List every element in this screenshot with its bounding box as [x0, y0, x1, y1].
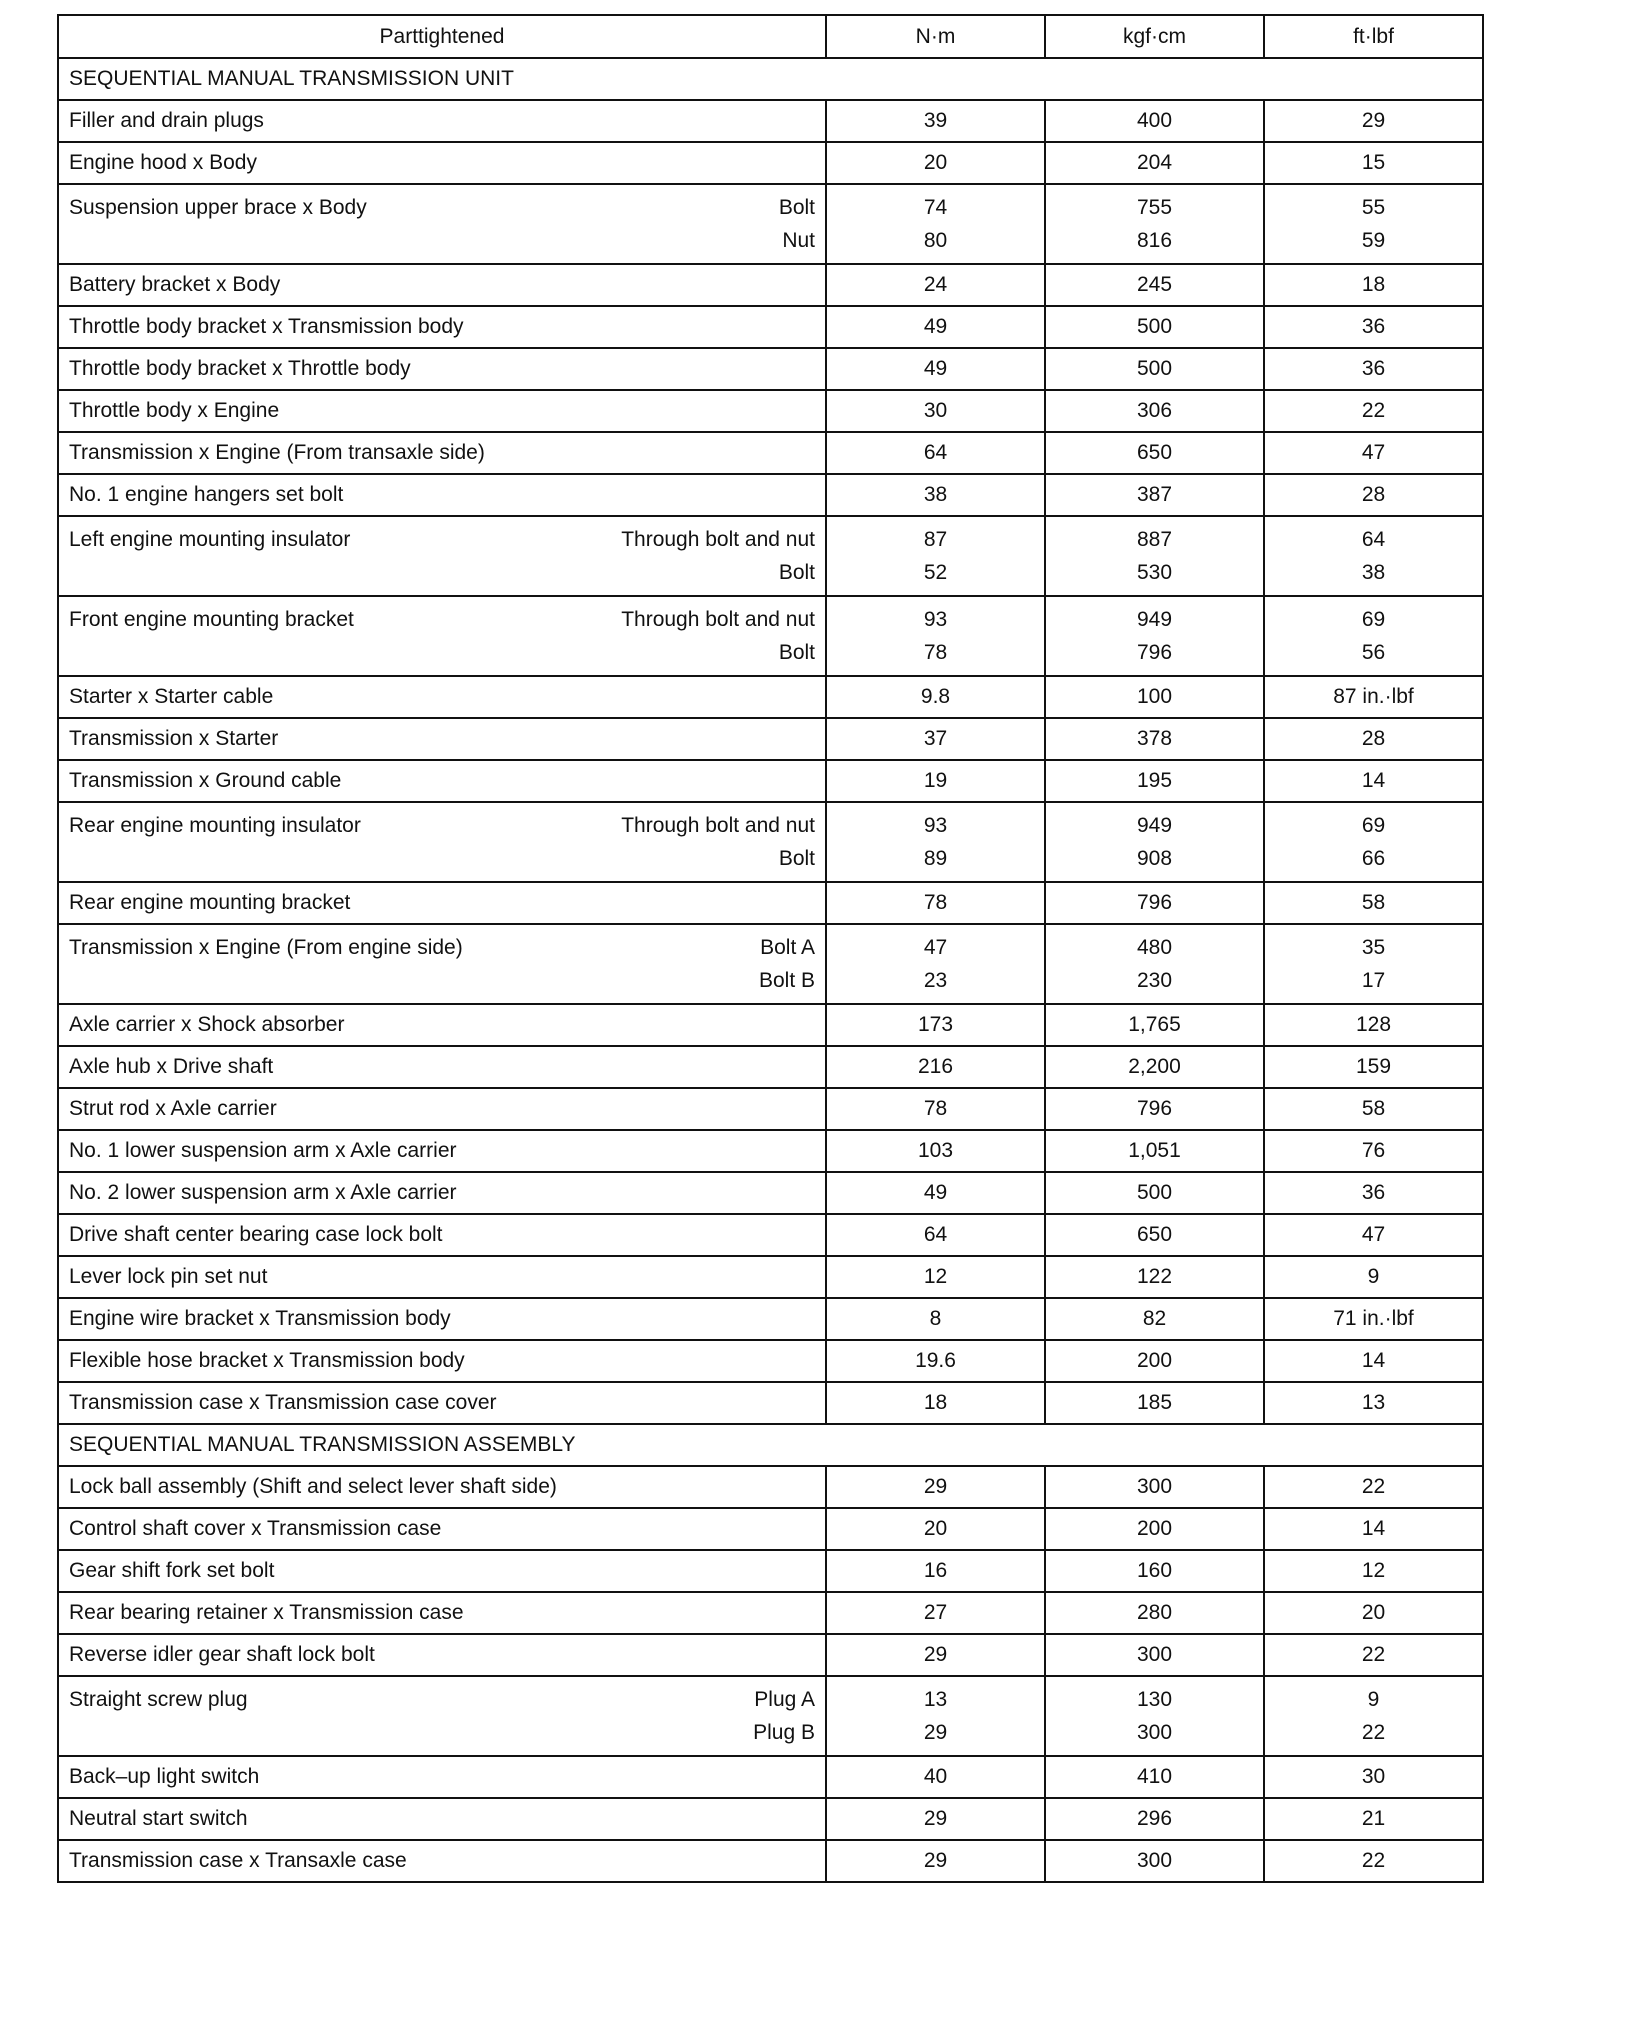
ft-value-line: 38 [1361, 561, 1386, 584]
nm-value: 29 [826, 1466, 1045, 1508]
kgf-value: 650 [1045, 432, 1264, 474]
ft-value [1264, 802, 1483, 882]
table-row [58, 1298, 1483, 1340]
ft-value-line: 17 [1361, 969, 1386, 992]
ft-value [1264, 1676, 1483, 1756]
ft-value: 87 in.·lbf [1264, 676, 1483, 718]
nm-value: 64 [826, 432, 1045, 474]
section-row [58, 1424, 1483, 1466]
nm-value [826, 596, 1045, 676]
nm-value: 20 [826, 1508, 1045, 1550]
ft-value [1264, 924, 1483, 1004]
part-cell [58, 802, 826, 882]
part-cell: Throttle body bracket x Transmission body [58, 306, 826, 348]
ft-value: 47 [1264, 432, 1483, 474]
kgf-value [1045, 516, 1264, 596]
ft-value: 14 [1264, 1340, 1483, 1382]
table-row [58, 882, 1483, 924]
fastener-label: Plug A [754, 1688, 815, 1711]
nm-value: 40 [826, 1756, 1045, 1798]
fastener-label: Plug B [753, 1721, 815, 1744]
nm-value [826, 184, 1045, 264]
fastener-label: Bolt [778, 196, 815, 219]
ft-value: 13 [1264, 1382, 1483, 1424]
kgf-value-line: 908 [1136, 847, 1173, 870]
ft-value: 15 [1264, 142, 1483, 184]
table-row [58, 760, 1483, 802]
kgf-value: 378 [1045, 718, 1264, 760]
ft-value: 28 [1264, 474, 1483, 516]
part-cell: No. 2 lower suspension arm x Axle carrier [58, 1172, 826, 1214]
nm-value: 20 [826, 142, 1045, 184]
part-cell: Transmission x Ground cable [58, 760, 826, 802]
ft-value [1264, 184, 1483, 264]
kgf-value: 185 [1045, 1382, 1264, 1424]
ft-value-line: 22 [1361, 1721, 1386, 1744]
section-title: SEQUENTIAL MANUAL TRANSMISSION UNIT [58, 58, 1483, 100]
table-row [58, 802, 1483, 882]
kgf-value [1045, 184, 1264, 264]
kgf-value-line: 230 [1136, 969, 1173, 992]
kgf-value [1045, 1676, 1264, 1756]
nm-value: 19 [826, 760, 1045, 802]
kgf-value: 195 [1045, 760, 1264, 802]
kgf-value: 400 [1045, 100, 1264, 142]
part-cell: Drive shaft center bearing case lock bolt [58, 1214, 826, 1256]
kgf-value: 650 [1045, 1214, 1264, 1256]
table-row [58, 1592, 1483, 1634]
part-cell [58, 596, 826, 676]
table-body [58, 58, 1483, 1882]
kgf-value [1045, 802, 1264, 882]
section-row [58, 58, 1483, 100]
part-name: Rear engine mounting insulator [69, 814, 361, 837]
nm-value: 9.8 [826, 676, 1045, 718]
part-name: Straight screw plug [69, 1688, 248, 1711]
table-row [58, 1840, 1483, 1882]
ft-value [1264, 596, 1483, 676]
nm-value: 173 [826, 1004, 1045, 1046]
table-row [58, 1088, 1483, 1130]
fastener-label: Through bolt and nut [621, 528, 815, 551]
nm-value-line: 93 [923, 814, 948, 837]
fastener-label: Through bolt and nut [621, 608, 815, 631]
nm-value: 49 [826, 348, 1045, 390]
part-cell: Axle hub x Drive shaft [58, 1046, 826, 1088]
ft-value: 47 [1264, 1214, 1483, 1256]
nm-value: 19.6 [826, 1340, 1045, 1382]
ft-value-line: 35 [1361, 936, 1386, 959]
kgf-value: 122 [1045, 1256, 1264, 1298]
table-row [58, 1214, 1483, 1256]
part-cell: Rear engine mounting bracket [58, 882, 826, 924]
fastener-label: Bolt [778, 847, 815, 870]
part-cell: Throttle body x Engine [58, 390, 826, 432]
ft-value: 30 [1264, 1756, 1483, 1798]
table-row [58, 1798, 1483, 1840]
part-cell: Axle carrier x Shock absorber [58, 1004, 826, 1046]
ft-value: 76 [1264, 1130, 1483, 1172]
ft-value: 12 [1264, 1550, 1483, 1592]
nm-value-line: 13 [923, 1688, 948, 1711]
ft-value: 21 [1264, 1798, 1483, 1840]
table-row [58, 348, 1483, 390]
kgf-value: 387 [1045, 474, 1264, 516]
part-cell: Lock ball assembly (Shift and select lever shaft side) [58, 1466, 826, 1508]
ft-value: 22 [1264, 390, 1483, 432]
nm-value: 78 [826, 882, 1045, 924]
table-row [58, 1466, 1483, 1508]
table-row [58, 1634, 1483, 1676]
table-row [58, 1676, 1483, 1756]
kgf-value: 1,765 [1045, 1004, 1264, 1046]
kgf-value [1045, 924, 1264, 1004]
part-cell: Filler and drain plugs [58, 100, 826, 142]
kgf-value-line: 480 [1136, 936, 1173, 959]
nm-value [826, 924, 1045, 1004]
ft-value: 22 [1264, 1634, 1483, 1676]
part-name: Transmission x Engine (From engine side) [69, 936, 463, 959]
nm-value: 64 [826, 1214, 1045, 1256]
header-part: Parttightened [58, 15, 826, 58]
table-row [58, 306, 1483, 348]
part-cell: Throttle body bracket x Throttle body [58, 348, 826, 390]
kgf-value: 204 [1045, 142, 1264, 184]
table-row [58, 516, 1483, 596]
header-ft: ft·lbf [1264, 15, 1483, 58]
fastener-label: Bolt B [758, 969, 815, 992]
nm-value [826, 1676, 1045, 1756]
kgf-value-line: 755 [1136, 196, 1173, 219]
nm-value-line: 74 [923, 196, 948, 219]
part-cell: Strut rod x Axle carrier [58, 1088, 826, 1130]
table-row [58, 1004, 1483, 1046]
nm-value: 49 [826, 306, 1045, 348]
nm-value: 37 [826, 718, 1045, 760]
kgf-value: 500 [1045, 1172, 1264, 1214]
part-cell: Starter x Starter cable [58, 676, 826, 718]
fastener-label: Bolt [778, 641, 815, 664]
ft-value: 9 [1264, 1256, 1483, 1298]
part-cell: Lever lock pin set nut [58, 1256, 826, 1298]
part-cell: Rear bearing retainer x Transmission case [58, 1592, 826, 1634]
nm-value-line: 23 [923, 969, 948, 992]
table-row [58, 676, 1483, 718]
nm-value: 18 [826, 1382, 1045, 1424]
nm-value-line: 93 [923, 608, 948, 631]
nm-value: 103 [826, 1130, 1045, 1172]
header-kgf: kgf·cm [1045, 15, 1264, 58]
kgf-value: 500 [1045, 306, 1264, 348]
nm-value: 16 [826, 1550, 1045, 1592]
part-name: Front engine mounting bracket [69, 608, 354, 631]
kgf-value-line: 130 [1136, 1688, 1173, 1711]
kgf-value: 796 [1045, 1088, 1264, 1130]
table-row [58, 596, 1483, 676]
table-row [58, 1550, 1483, 1592]
nm-value: 29 [826, 1798, 1045, 1840]
nm-value: 8 [826, 1298, 1045, 1340]
kgf-value: 160 [1045, 1550, 1264, 1592]
kgf-value: 200 [1045, 1340, 1264, 1382]
table-row [58, 1382, 1483, 1424]
part-name: Suspension upper brace x Body [69, 196, 367, 219]
table-row [58, 1130, 1483, 1172]
kgf-value: 2,200 [1045, 1046, 1264, 1088]
nm-value: 24 [826, 264, 1045, 306]
ft-value: 36 [1264, 1172, 1483, 1214]
kgf-value: 100 [1045, 676, 1264, 718]
ft-value: 71 in.·lbf [1264, 1298, 1483, 1340]
nm-value-line: 47 [923, 936, 948, 959]
part-cell: Neutral start switch [58, 1798, 826, 1840]
ft-value-line: 69 [1361, 608, 1386, 631]
table-row [58, 1756, 1483, 1798]
ft-value: 159 [1264, 1046, 1483, 1088]
kgf-value-line: 530 [1136, 561, 1173, 584]
kgf-value: 306 [1045, 390, 1264, 432]
ft-value: 128 [1264, 1004, 1483, 1046]
part-cell [58, 184, 826, 264]
kgf-value-line: 949 [1136, 814, 1173, 837]
nm-value-line: 87 [923, 528, 948, 551]
table-row [58, 474, 1483, 516]
part-cell [58, 1676, 826, 1756]
ft-value: 22 [1264, 1840, 1483, 1882]
nm-value: 27 [826, 1592, 1045, 1634]
fastener-label: Nut [782, 229, 815, 252]
nm-value: 29 [826, 1840, 1045, 1882]
nm-value: 39 [826, 100, 1045, 142]
nm-value: 29 [826, 1634, 1045, 1676]
kgf-value-line: 887 [1136, 528, 1173, 551]
nm-value: 49 [826, 1172, 1045, 1214]
kgf-value: 200 [1045, 1508, 1264, 1550]
nm-value-line: 52 [923, 561, 948, 584]
ft-value-line: 64 [1361, 528, 1386, 551]
part-cell: Battery bracket x Body [58, 264, 826, 306]
nm-value-line: 78 [923, 641, 948, 664]
kgf-value: 1,051 [1045, 1130, 1264, 1172]
part-cell: Transmission case x Transaxle case [58, 1840, 826, 1882]
table-row [58, 1340, 1483, 1382]
nm-value: 30 [826, 390, 1045, 432]
ft-value: 14 [1264, 1508, 1483, 1550]
table-row [58, 1256, 1483, 1298]
fastener-label: Bolt A [760, 936, 815, 959]
ft-value: 14 [1264, 760, 1483, 802]
part-cell: Transmission x Starter [58, 718, 826, 760]
table-row [58, 184, 1483, 264]
ft-value: 22 [1264, 1466, 1483, 1508]
part-cell: Reverse idler gear shaft lock bolt [58, 1634, 826, 1676]
table-row [58, 432, 1483, 474]
fastener-label: Through bolt and nut [621, 814, 815, 837]
ft-value: 36 [1264, 348, 1483, 390]
kgf-value [1045, 596, 1264, 676]
part-cell: Transmission x Engine (From transaxle side) [58, 432, 826, 474]
ft-value-line: 66 [1361, 847, 1386, 870]
table-row [58, 924, 1483, 1004]
part-cell [58, 924, 826, 1004]
ft-value: 36 [1264, 306, 1483, 348]
fastener-label: Bolt [778, 561, 815, 584]
part-cell: Engine wire bracket x Transmission body [58, 1298, 826, 1340]
part-cell: No. 1 engine hangers set bolt [58, 474, 826, 516]
nm-value [826, 516, 1045, 596]
kgf-value: 500 [1045, 348, 1264, 390]
nm-value: 216 [826, 1046, 1045, 1088]
kgf-value: 245 [1045, 264, 1264, 306]
ft-value: 58 [1264, 1088, 1483, 1130]
table-row [58, 718, 1483, 760]
kgf-value: 82 [1045, 1298, 1264, 1340]
ft-value-line: 56 [1361, 641, 1386, 664]
nm-value: 12 [826, 1256, 1045, 1298]
kgf-value-line: 816 [1136, 229, 1173, 252]
table-row [58, 100, 1483, 142]
nm-value-line: 80 [923, 229, 948, 252]
kgf-value-line: 949 [1136, 608, 1173, 631]
section-title: SEQUENTIAL MANUAL TRANSMISSION ASSEMBLY [58, 1424, 1483, 1466]
part-name: Left engine mounting insulator [69, 528, 351, 551]
part-cell: Back–up light switch [58, 1756, 826, 1798]
part-cell: No. 1 lower suspension arm x Axle carrier [58, 1130, 826, 1172]
table-row [58, 1508, 1483, 1550]
table-row [58, 1172, 1483, 1214]
table-row [58, 1046, 1483, 1088]
part-cell: Gear shift fork set bolt [58, 1550, 826, 1592]
ft-value: 28 [1264, 718, 1483, 760]
ft-value-line: 69 [1361, 814, 1386, 837]
table-row [58, 264, 1483, 306]
ft-value: 58 [1264, 882, 1483, 924]
kgf-value: 280 [1045, 1592, 1264, 1634]
kgf-value: 796 [1045, 882, 1264, 924]
nm-value-line: 89 [923, 847, 948, 870]
part-cell: Engine hood x Body [58, 142, 826, 184]
ft-value: 18 [1264, 264, 1483, 306]
ft-value-line: 55 [1361, 196, 1386, 219]
kgf-value: 296 [1045, 1798, 1264, 1840]
nm-value [826, 802, 1045, 882]
part-cell [58, 516, 826, 596]
ft-value: 20 [1264, 1592, 1483, 1634]
table-row [58, 390, 1483, 432]
torque-spec-table [57, 14, 1484, 1883]
kgf-value: 410 [1045, 1756, 1264, 1798]
ft-value-line: 9 [1367, 1688, 1380, 1711]
kgf-value: 300 [1045, 1840, 1264, 1882]
nm-value: 38 [826, 474, 1045, 516]
part-cell: Flexible hose bracket x Transmission body [58, 1340, 826, 1382]
table-header-row [58, 15, 1483, 58]
kgf-value-line: 796 [1136, 641, 1173, 664]
part-cell: Control shaft cover x Transmission case [58, 1508, 826, 1550]
kgf-value-line: 300 [1136, 1721, 1173, 1744]
nm-value-line: 29 [923, 1721, 948, 1744]
kgf-value: 300 [1045, 1466, 1264, 1508]
ft-value [1264, 516, 1483, 596]
nm-value: 78 [826, 1088, 1045, 1130]
part-cell: Transmission case x Transmission case cover [58, 1382, 826, 1424]
header-nm: N·m [826, 15, 1045, 58]
ft-value: 29 [1264, 100, 1483, 142]
ft-value-line: 59 [1361, 229, 1386, 252]
table-row [58, 142, 1483, 184]
kgf-value: 300 [1045, 1634, 1264, 1676]
